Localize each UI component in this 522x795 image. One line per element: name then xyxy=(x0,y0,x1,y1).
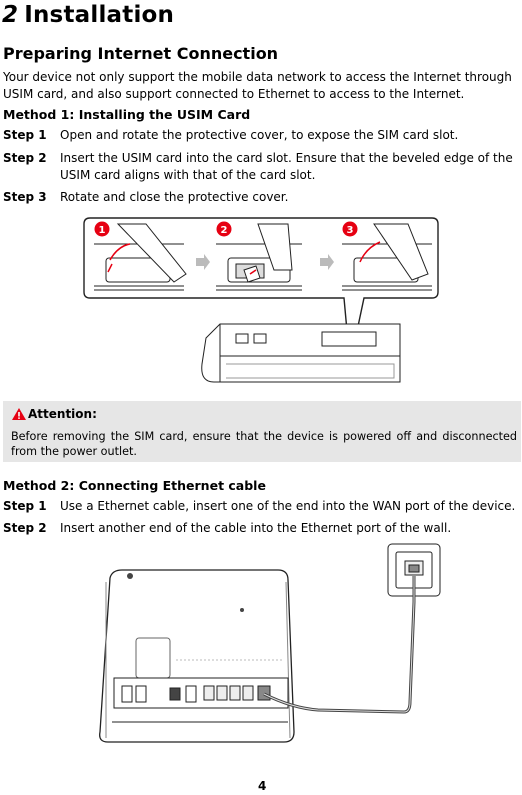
page-number: 4 xyxy=(258,779,267,793)
attention-text: Before removing the SIM card, ensure that the device is powered off and disconnected from the power outlet. xyxy=(11,430,517,458)
step-text: Use a Ethernet cable, insert one of the end into the WAN port of the device. xyxy=(60,499,516,513)
step-text: Insert another end of the cable into the Ethernet port of the wall. xyxy=(60,521,452,535)
chapter-title: Installation xyxy=(24,2,175,28)
step-text: Open and rotate the protective cover, to expose the SIM card slot. xyxy=(60,128,459,142)
step-label: Step 2 xyxy=(3,151,47,165)
marker-3-label: 3 xyxy=(346,225,354,236)
attention-title: Attention: xyxy=(28,407,97,421)
arrow-right-icon xyxy=(320,254,334,270)
step-text: Insert the USIM card into the card slot. Ensure that the beveled edge of the USIM card aligns with that of the card slot. xyxy=(60,151,513,182)
attention-heading xyxy=(11,407,97,421)
warning-icon xyxy=(11,407,27,421)
arrow-right-icon xyxy=(196,254,210,270)
step-label: Step 1 xyxy=(3,499,47,513)
attention-box xyxy=(3,401,521,462)
step-label: Step 2 xyxy=(3,521,47,535)
chapter-heading xyxy=(2,2,174,28)
marker-2-label: 2 xyxy=(220,225,228,236)
panel-1-illustration xyxy=(94,224,186,290)
marker-1-label: 1 xyxy=(98,225,106,236)
ethernet-figure xyxy=(92,542,444,764)
chapter-number: 2 xyxy=(2,2,19,28)
section-title: Preparing Internet Connection xyxy=(3,44,279,63)
method1-title: Method 1: Installing the USIM Card xyxy=(3,107,251,122)
intro-paragraph: Your device not only support the mobile data network to access the Internet through USIM card, and also support connected to Ethernet to access to the Internet. xyxy=(3,70,512,101)
step-text: Rotate and close the protective cover. xyxy=(60,190,289,204)
method2-title: Method 2: Connecting Ethernet cable xyxy=(3,478,266,493)
step-label: Step 3 xyxy=(3,190,47,204)
step-label: Step 1 xyxy=(3,128,47,142)
sim-card-figure xyxy=(78,214,444,394)
router-side-illustration xyxy=(202,324,400,382)
router-illustration xyxy=(100,570,294,742)
